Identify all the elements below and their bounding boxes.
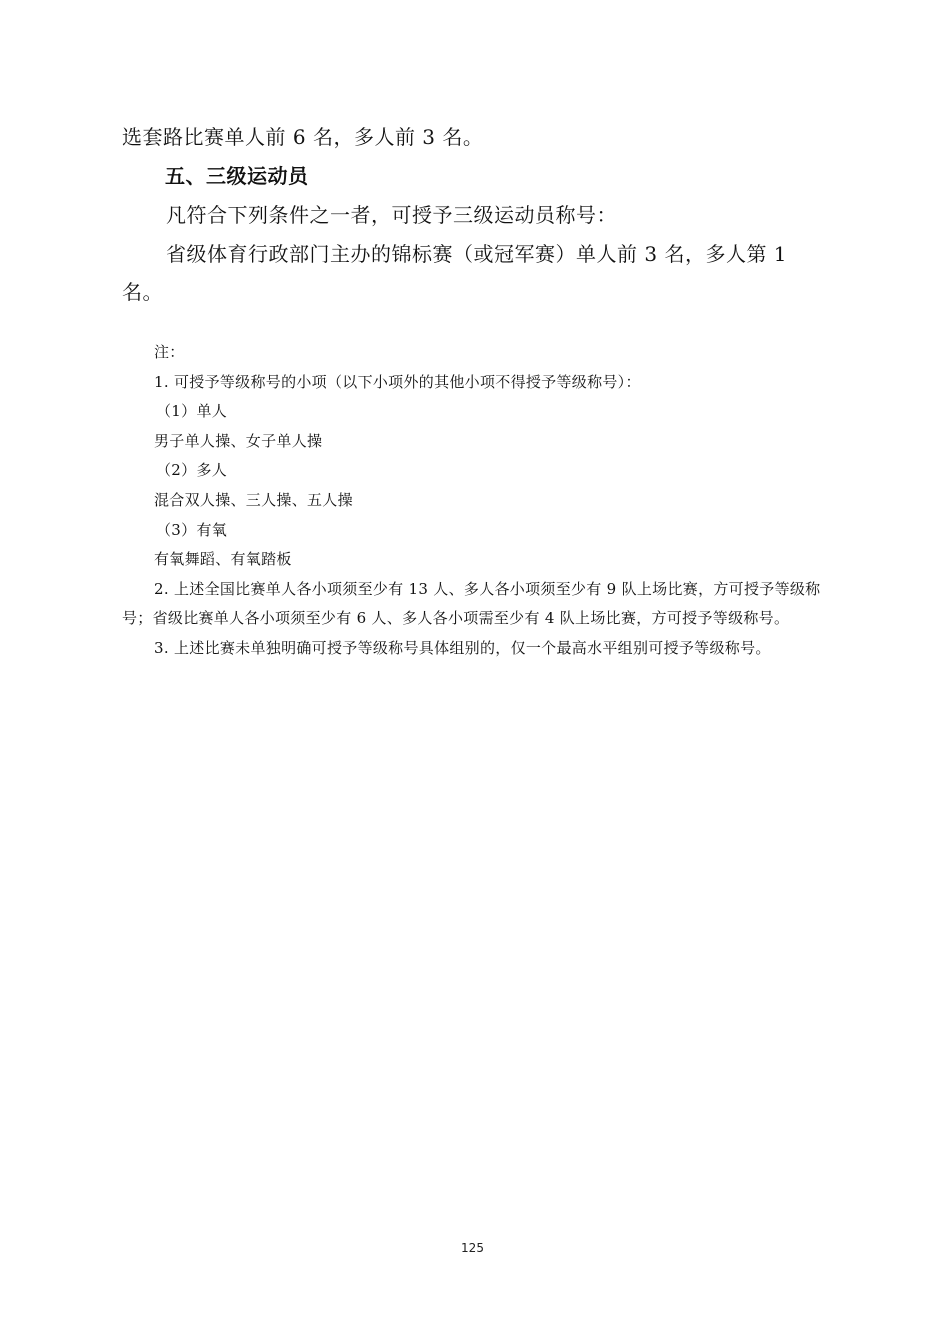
- note-item-3: 3. 上述比赛未单独明确可授予等级称号具体组别的，仅一个最高水平组别可授予等级称号。: [154, 638, 771, 657]
- note-sub-2-title: （2）多人: [156, 461, 228, 480]
- note-item-1: 1. 可授予等级称号的小项（以下小项外的其他小项不得授予等级称号）：: [154, 372, 641, 391]
- criteria-intro: 凡符合下列条件之一者，可授予三级运动员称号：: [166, 203, 617, 227]
- page-number: 125: [461, 1241, 484, 1255]
- note-sub-1-content: 男子单人操、女子单人操: [154, 431, 323, 450]
- note-sub-1-title: （1）单人: [156, 402, 228, 421]
- continuation-line: 选套路比赛单人前 6 名，多人前 3 名。: [122, 125, 484, 149]
- notes-label: 注：: [154, 343, 185, 361]
- note-sub-3-content: 有氧舞蹈、有氧踏板: [154, 550, 292, 569]
- section-heading: 五、三级运动员: [165, 164, 309, 188]
- note-sub-2-content: 混合双人操、三人操、五人操: [154, 490, 353, 509]
- note-item-2: 2. 上述全国比赛单人各小项须至少有 13 人、多人各小项须至少有 9 队上场比赛，方可授予等级称号；省级比赛单人各小项须至少有 6 人、多人各小项需至少有 4 队上场比赛，方可授予等级称号。: [122, 579, 821, 628]
- notes-block: [122, 338, 828, 664]
- note-sub-3-title: （3）有氧: [156, 520, 228, 539]
- criteria-paragraph: 省级体育行政部门主办的锦标赛（或冠军赛）单人前 3 名，多人第 1 名。: [122, 242, 788, 304]
